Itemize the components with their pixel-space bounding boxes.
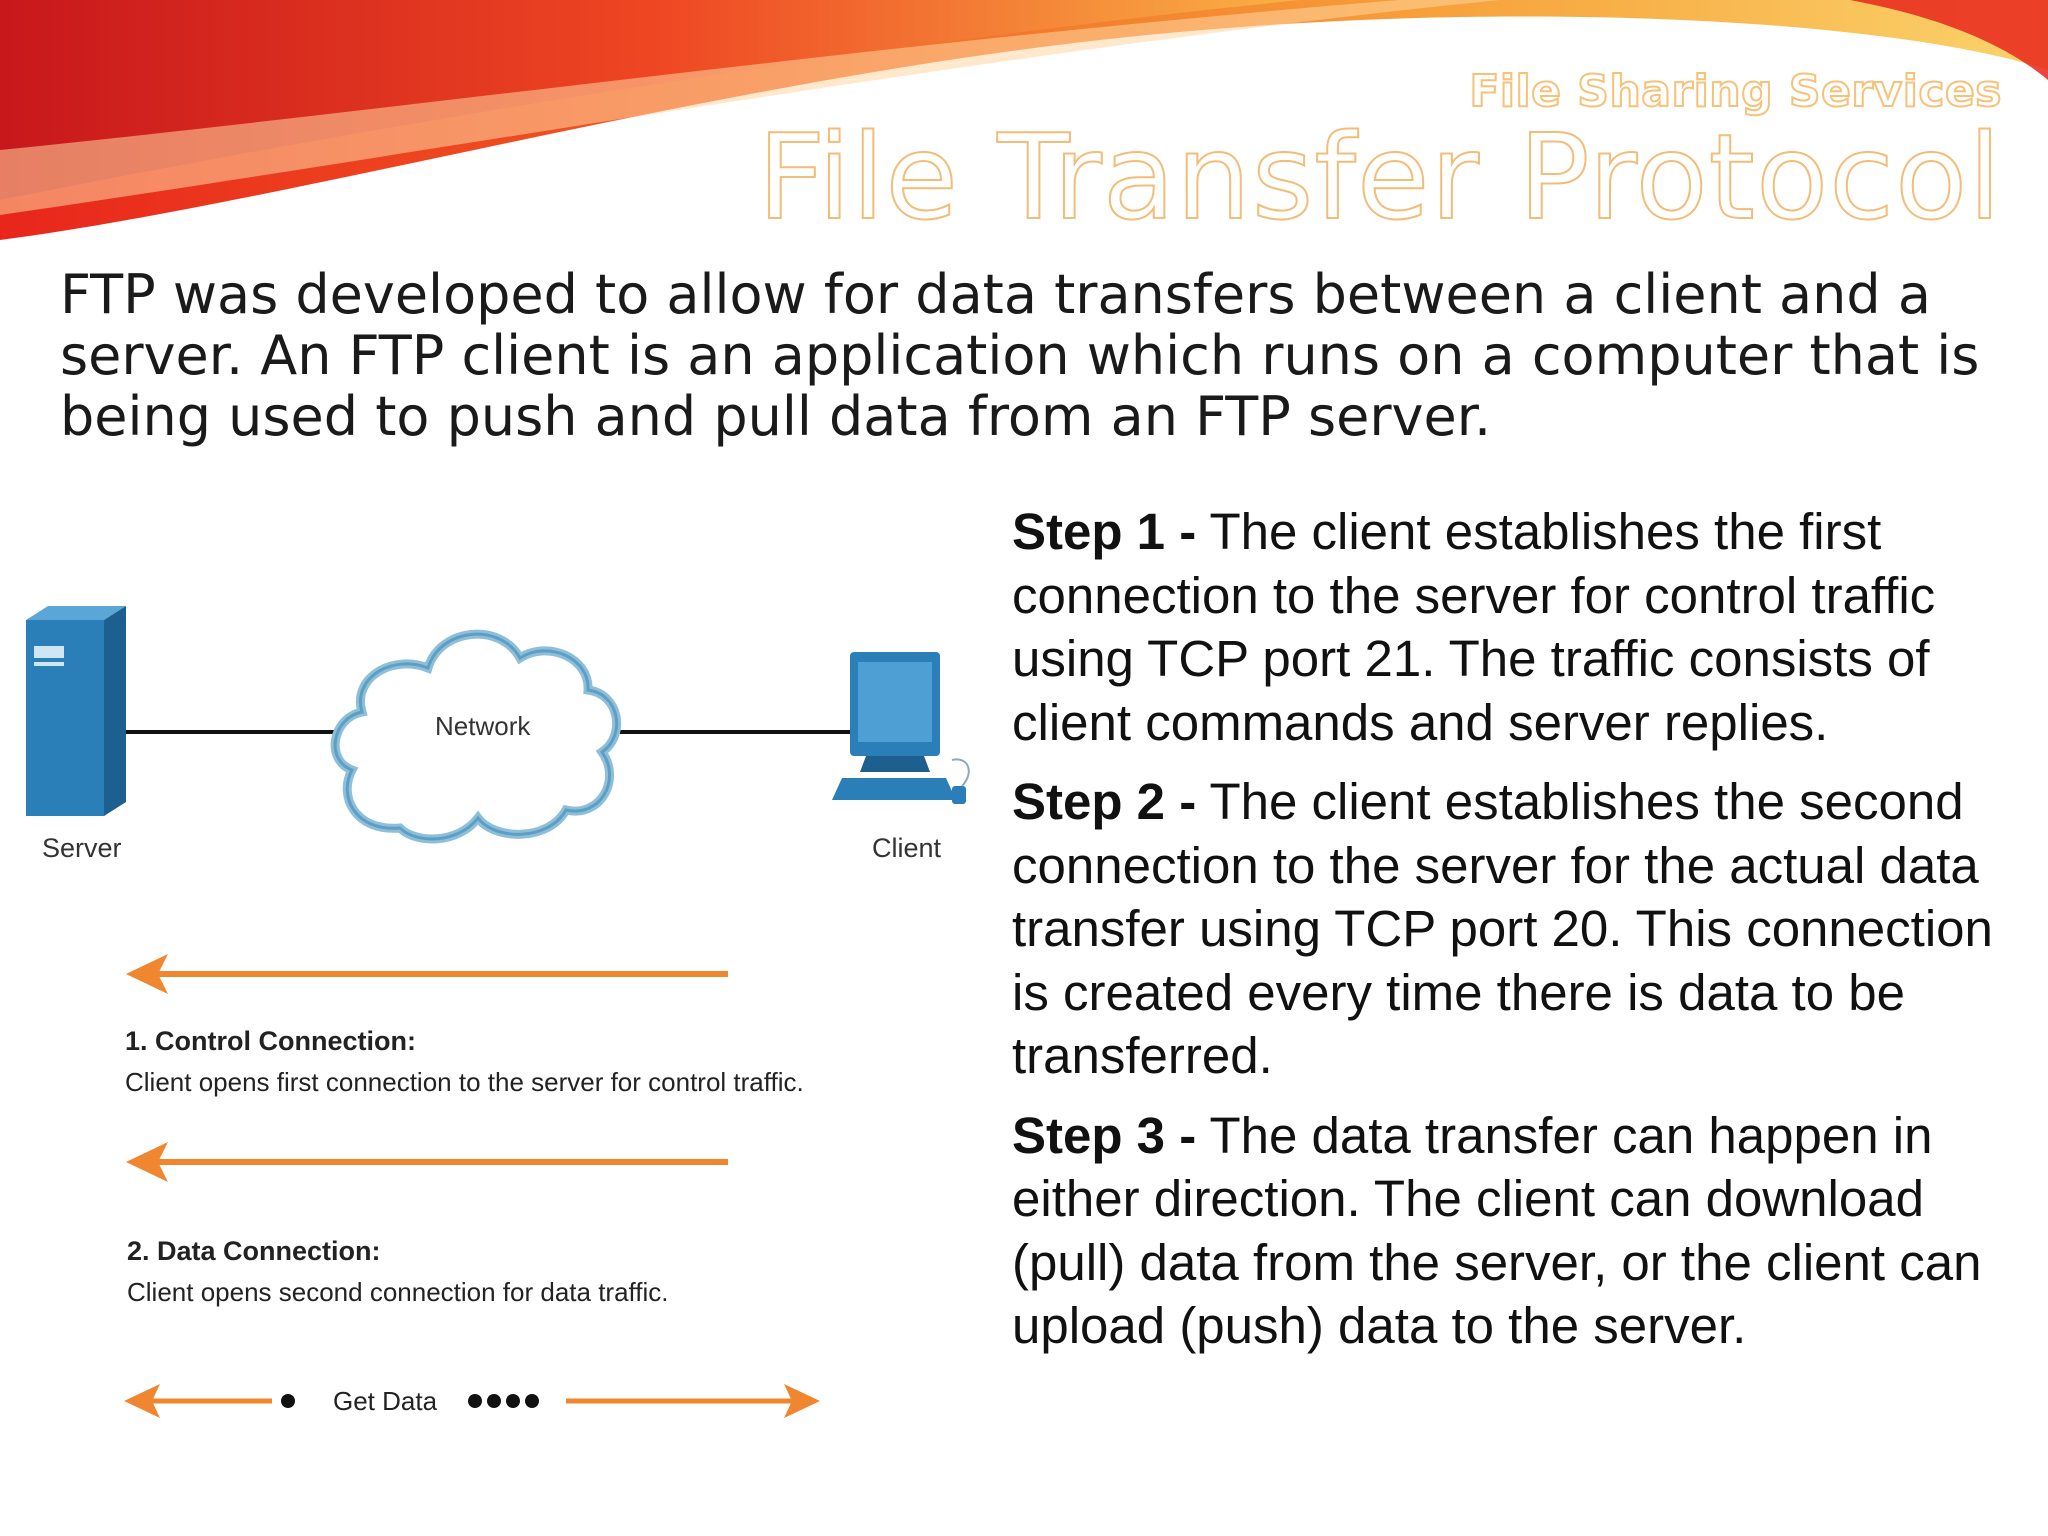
step-3 — [1012, 1104, 2022, 1358]
control-connection-desc: Client opens first connection to the server for control traffic. — [125, 1067, 804, 1097]
step-2-label: Step 2 - — [1012, 773, 1197, 830]
step-3-label: Step 3 - — [1012, 1106, 1197, 1164]
ftp-diagram — [0, 560, 1000, 1480]
data-dot — [468, 1394, 482, 1408]
control-connection-title: 1. Control Connection: — [125, 1026, 416, 1056]
data-connection-title: 2. Data Connection: — [127, 1236, 381, 1266]
step-3-text: The data transfer can happen in either direction. The client can download (pull) data from the server, or the client can upload (push) data to the server. — [1012, 1106, 1982, 1354]
step-1 — [1012, 500, 2022, 754]
get-data-left-arrow — [124, 1384, 272, 1418]
data-connection-arrow — [126, 1142, 728, 1182]
intro-paragraph: FTP was developed to allow for data transfers between a client and a server. An FTP client is an application which runs on a computer that is being used to push and pull data from an FTP server. — [60, 263, 1980, 448]
get-data-right-arrow — [566, 1384, 820, 1418]
data-dot — [525, 1394, 539, 1408]
data-dot — [487, 1394, 501, 1408]
slide-subtitle: File Sharing Services — [1469, 66, 2002, 117]
step-1-text: The client establishes the first connection to the server for control traffic using TCP port 21. The traffic consists of client commands and server replies. — [1012, 503, 1936, 751]
steps-list — [1012, 500, 2022, 1374]
network-label: Network — [435, 711, 531, 741]
data-dot — [281, 1394, 295, 1408]
slide-title: File Transfer Protocol — [757, 108, 2002, 246]
get-data-label: Get Data — [333, 1386, 438, 1416]
data-dot — [506, 1394, 520, 1408]
step-2-text: The client establishes the second connection to the server for the actual data transfer using TCP port 20. This connection is created every time there is data to be transferred. — [1012, 773, 1993, 1084]
control-connection-arrow — [126, 954, 728, 994]
server-icon — [26, 606, 126, 816]
client-computer-icon — [832, 652, 969, 804]
step-2 — [1012, 770, 2022, 1088]
step-1-label: Step 1 - — [1012, 503, 1197, 560]
data-connection-desc: Client opens second connection for data traffic. — [127, 1277, 669, 1307]
client-label: Client — [872, 833, 942, 863]
server-label: Server — [42, 833, 122, 863]
